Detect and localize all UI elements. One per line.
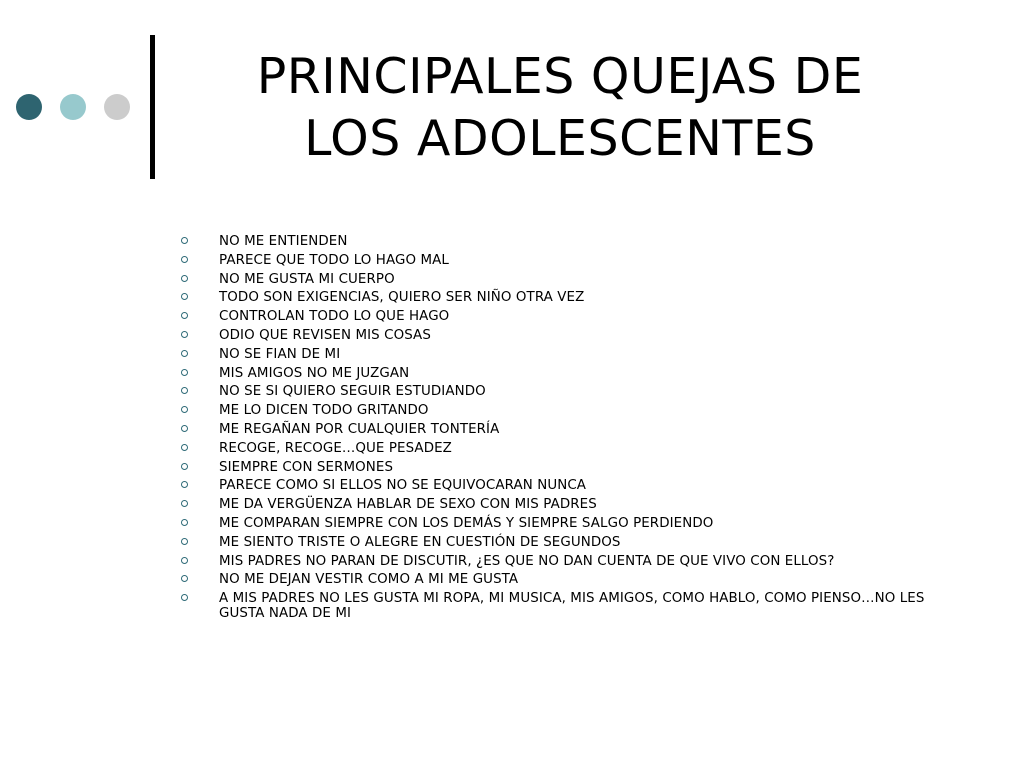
bullet-ring-icon <box>181 256 188 263</box>
bullet-ring-icon <box>181 387 188 394</box>
complaint-item <box>181 253 941 268</box>
dot-light-teal <box>60 94 86 120</box>
complaint-text: A MIS PADRES NO LES GUSTA MI ROPA, MI MUSICA, MIS AMIGOS, COMO HABLO, COMO PIENSO…NO LES GUSTA NADA DE MI <box>219 591 925 622</box>
bullet-ring-icon <box>181 237 188 244</box>
complaint-item <box>181 441 941 456</box>
complaint-text: ME COMPARAN SIEMPRE CON LOS DEMÁS Y SIEMPRE SALGO PERDIENDO <box>219 515 714 531</box>
slide-title-line-2: LOS ADOLESCENTES <box>304 110 816 167</box>
bullet-ring-icon <box>181 350 188 357</box>
complaint-text: MIS AMIGOS NO ME JUZGAN <box>219 365 410 381</box>
complaint-text: NO SE SI QUIERO SEGUIR ESTUDIANDO <box>219 384 486 400</box>
dot-dark-teal <box>16 94 42 120</box>
complaint-text: TODO SON EXIGENCIAS, QUIERO SER NIÑO OTRA VEZ <box>219 290 585 306</box>
bullet-ring-icon <box>181 519 188 526</box>
complaint-text: ME LO DICEN TODO GRITANDO <box>219 403 429 419</box>
bullet-ring-icon <box>181 331 188 338</box>
complaint-text: NO ME ENTIENDEN <box>219 234 348 249</box>
bullet-ring-icon <box>181 575 188 582</box>
bullet-ring-icon <box>181 369 188 376</box>
complaint-text: NO ME GUSTA MI CUERPO <box>219 271 395 287</box>
bullet-ring-icon <box>181 275 188 282</box>
title-divider <box>150 35 155 179</box>
complaint-item <box>181 422 941 437</box>
complaint-item <box>181 309 941 324</box>
bullet-ring-icon <box>181 557 188 564</box>
complaint-item <box>181 290 941 305</box>
complaint-text: ME REGAÑAN POR CUALQUIER TONTERÍA <box>219 421 500 437</box>
bullet-ring-icon <box>181 481 188 488</box>
bullet-ring-icon <box>181 594 188 601</box>
complaint-item <box>181 554 941 569</box>
complaint-item <box>181 234 941 249</box>
complaint-item <box>181 478 941 493</box>
complaint-item <box>181 460 941 475</box>
complaint-item <box>181 516 941 531</box>
bullet-ring-icon <box>181 425 188 432</box>
complaint-text: PARECE QUE TODO LO HAGO MAL <box>219 252 449 268</box>
complaint-text: ME DA VERGÜENZA HABLAR DE SEXO CON MIS PADRES <box>219 497 597 513</box>
complaint-text: ODIO QUE REVISEN MIS COSAS <box>219 327 431 343</box>
complaint-item <box>181 328 941 343</box>
complaints-list <box>181 234 941 625</box>
complaint-item <box>181 591 941 621</box>
bullet-ring-icon <box>181 444 188 451</box>
complaint-text: CONTROLAN TODO LO QUE HAGO <box>219 309 450 325</box>
complaint-item <box>181 366 941 381</box>
bullet-ring-icon <box>181 463 188 470</box>
complaint-text: SIEMPRE CON SERMONES <box>219 459 394 475</box>
complaint-text: PARECE COMO SI ELLOS NO SE EQUIVOCARAN NUNCA <box>219 478 587 494</box>
bullet-ring-icon <box>181 312 188 319</box>
slide-title-line-1: PRINCIPALES QUEJAS DE <box>256 48 864 105</box>
complaint-text: NO ME DEJAN VESTIR COMO A MI ME GUSTA <box>219 572 519 588</box>
complaint-item <box>181 384 941 399</box>
slide-title <box>160 46 960 170</box>
bullet-ring-icon <box>181 406 188 413</box>
complaint-text: RECOGE, RECOGE…QUE PESADEZ <box>219 440 452 456</box>
complaint-text: ME SIENTO TRISTE O ALEGRE EN CUESTIÓN DE SEGUNDOS <box>219 534 621 550</box>
dot-gray <box>104 94 130 120</box>
bullet-ring-icon <box>181 500 188 507</box>
complaint-text: MIS PADRES NO PARAN DE DISCUTIR, ¿ES QUE NO DAN CUENTA DE QUE VIVO CON ELLOS? <box>219 553 835 569</box>
complaint-text: NO SE FIAN DE MI <box>219 346 341 362</box>
complaint-item <box>181 403 941 418</box>
complaint-item <box>181 572 941 587</box>
complaint-item <box>181 497 941 512</box>
bullet-ring-icon <box>181 538 188 545</box>
complaint-item <box>181 347 941 362</box>
bullet-ring-icon <box>181 293 188 300</box>
complaint-item <box>181 535 941 550</box>
complaint-item <box>181 272 941 287</box>
